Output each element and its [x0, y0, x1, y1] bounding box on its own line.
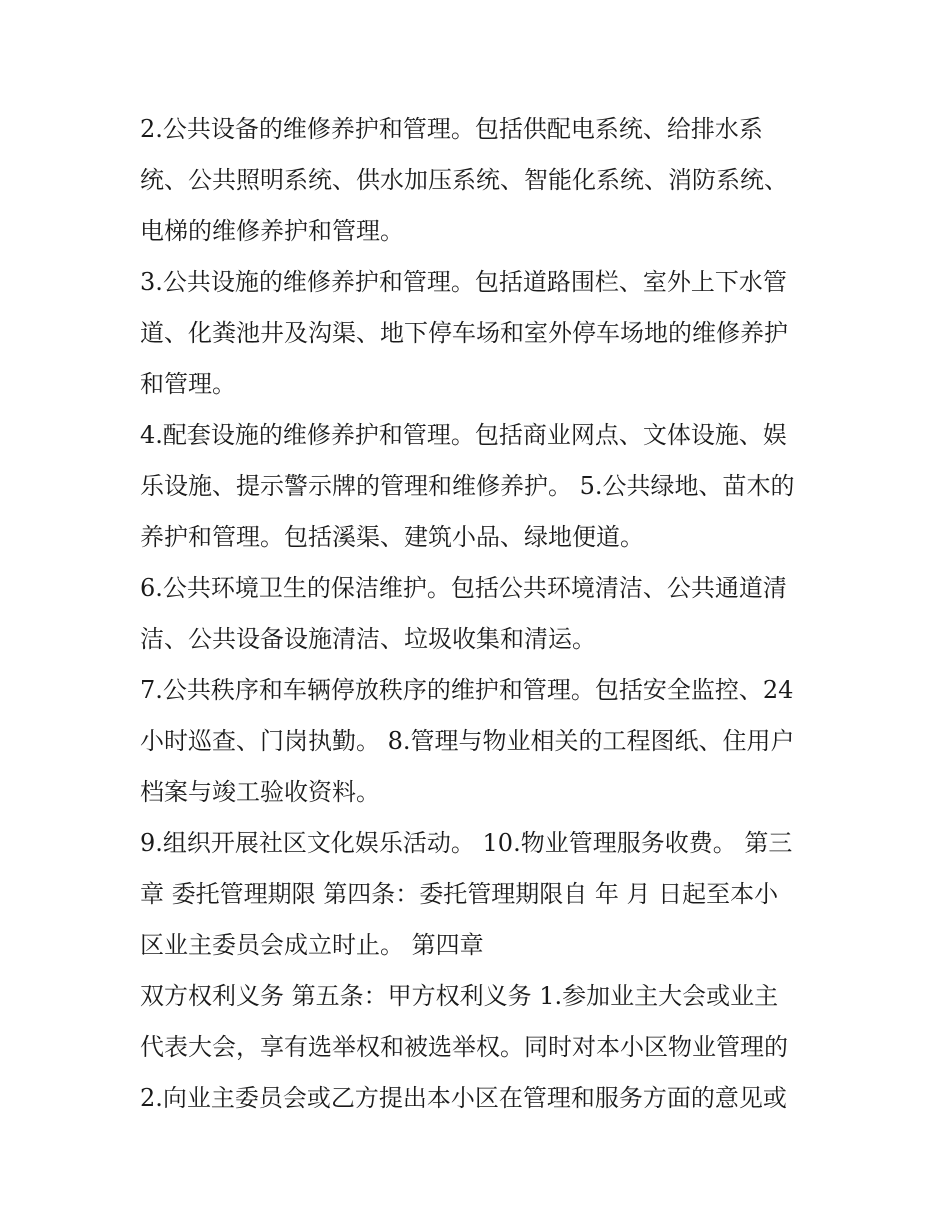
text-line: 3.公共设施的维修养护和管理。包括道路围栏、室外上下水管 [140, 268, 787, 296]
text-line: 道、化粪池井及沟渠、地下停车场和室外停车场地的维修养护 [140, 319, 788, 347]
text-line: 区业主委员会成立时止。 第四章 [140, 931, 484, 959]
text-line: 6.公共环境卫生的保洁维护。包括公共环境清洁、公共通道清 [140, 574, 787, 602]
text-line: 电梯的维修养护和管理。 [140, 217, 404, 245]
text-line: 洁、公共设备设施清洁、垃圾收集和清运。 [140, 625, 596, 653]
text-line: 2.向业主委员会或乙方提出本小区在管理和服务方面的意见或 [140, 1084, 787, 1112]
document-body [140, 104, 820, 1124]
text-line: 7.公共秩序和车辆停放秩序的维护和管理。包括安全监控、24 [140, 676, 794, 704]
text-line: 双方权利义务 第五条：甲方权利义务 1.参加业主大会或业主 [140, 982, 779, 1010]
text-line: 9.组织开展社区文化娱乐活动。 10.物业管理服务收费。 第三 [140, 829, 793, 857]
text-line: 档案与竣工验收资料。 [140, 778, 380, 806]
text-line: 统、公共照明系统、供水加压系统、智能化系统、消防系统、 [140, 166, 788, 194]
text-line: 章 委托管理期限 第四条：委托管理期限自 年 月 日起至本小 [140, 880, 779, 908]
text-line: 代表大会，享有选举权和被选举权。同时对本小区物业管理的 [140, 1033, 788, 1061]
text-line: 乐设施、提示警示牌的管理和维修养护。 5.公共绿地、苗木的 [140, 472, 795, 500]
text-line: 4.配套设施的维修养护和管理。包括商业网点、文体设施、娱 [140, 421, 787, 449]
text-line: 2.公共设备的维修养护和管理。包括供配电系统、给排水系 [140, 115, 763, 143]
text-line: 养护和管理。包括溪渠、建筑小品、绿地便道。 [140, 523, 644, 551]
text-line: 小时巡查、门岗执勤。 8.管理与物业相关的工程图纸、住用户 [140, 727, 795, 755]
text-line: 和管理。 [140, 370, 236, 398]
